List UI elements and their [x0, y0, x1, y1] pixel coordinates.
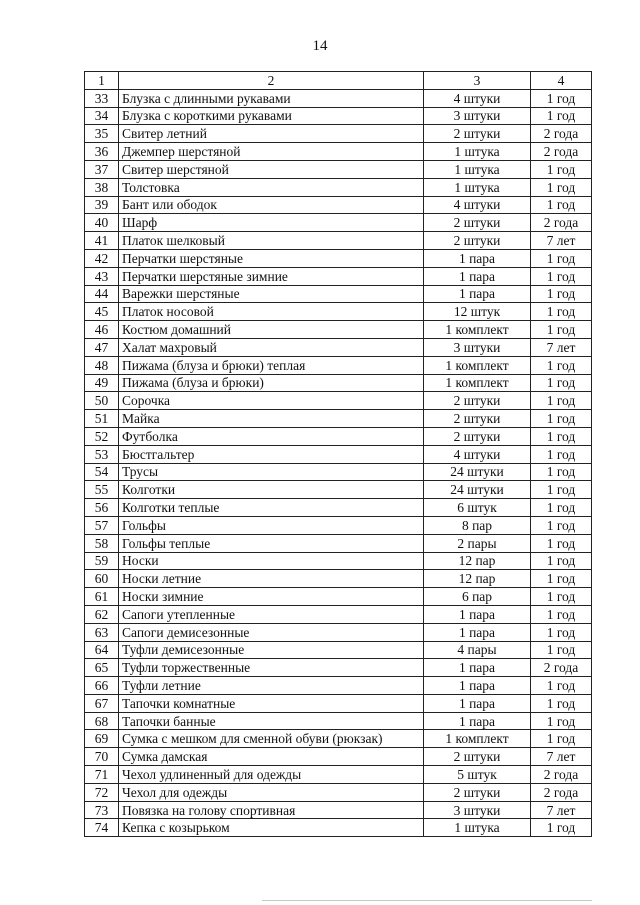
item-quantity: 1 пара [424, 623, 531, 641]
table-row [85, 694, 592, 712]
table-row [85, 730, 592, 748]
item-term: 1 год [531, 605, 592, 623]
item-name: Сапоги демисезонные [119, 623, 424, 641]
item-name: Гольфы теплые [119, 534, 424, 552]
item-quantity: 4 штуки [424, 89, 531, 107]
item-name: Футболка [119, 427, 424, 445]
item-name: Платок носовой [119, 303, 424, 321]
item-quantity: 2 штуки [424, 427, 531, 445]
table-row [85, 766, 592, 784]
table-row [85, 605, 592, 623]
row-number: 37 [85, 160, 119, 178]
item-quantity: 3 штуки [424, 107, 531, 125]
table-row [85, 178, 592, 196]
item-quantity: 1 штука [424, 178, 531, 196]
table-row [85, 374, 592, 392]
item-name: Сумка дамская [119, 748, 424, 766]
row-number: 63 [85, 623, 119, 641]
item-quantity: 2 штуки [424, 783, 531, 801]
item-name: Туфли торжественные [119, 659, 424, 677]
row-number: 53 [85, 445, 119, 463]
table-row [85, 623, 592, 641]
item-term: 1 год [531, 694, 592, 712]
page-number: 14 [312, 38, 328, 54]
item-term: 1 год [531, 819, 592, 837]
row-number: 46 [85, 321, 119, 339]
row-number: 61 [85, 588, 119, 606]
item-name: Свитер летний [119, 125, 424, 143]
table-row [85, 321, 592, 339]
item-name: Тапочки комнатные [119, 694, 424, 712]
item-term: 1 год [531, 463, 592, 481]
item-quantity: 24 штуки [424, 481, 531, 499]
table-row [85, 481, 592, 499]
item-name: Блузка с длинными рукавами [119, 89, 424, 107]
item-term: 1 год [531, 712, 592, 730]
row-number: 55 [85, 481, 119, 499]
item-term: 1 год [531, 677, 592, 695]
item-name: Тапочки банные [119, 712, 424, 730]
item-quantity: 4 штуки [424, 445, 531, 463]
item-name: Перчатки шерстяные зимние [119, 267, 424, 285]
row-number: 41 [85, 232, 119, 250]
item-name: Трусы [119, 463, 424, 481]
table-row [85, 445, 592, 463]
table-row [85, 249, 592, 267]
table-row [85, 570, 592, 588]
row-number: 49 [85, 374, 119, 392]
table-row [85, 89, 592, 107]
item-quantity: 2 штуки [424, 232, 531, 250]
item-term: 1 год [531, 107, 592, 125]
item-quantity: 1 пара [424, 712, 531, 730]
item-name: Сорочка [119, 392, 424, 410]
column-header-item: 2 [119, 72, 424, 90]
row-number: 45 [85, 303, 119, 321]
item-quantity: 2 штуки [424, 392, 531, 410]
item-quantity: 2 штуки [424, 410, 531, 428]
item-quantity: 1 комплект [424, 730, 531, 748]
row-number: 34 [85, 107, 119, 125]
table-row [85, 588, 592, 606]
item-name: Сапоги утепленные [119, 605, 424, 623]
table-row [85, 107, 592, 125]
table-row [85, 267, 592, 285]
item-name: Бюстгальтер [119, 445, 424, 463]
row-number: 51 [85, 410, 119, 428]
item-term: 1 год [531, 534, 592, 552]
row-number: 39 [85, 196, 119, 214]
table-row [85, 160, 592, 178]
item-quantity: 1 штука [424, 819, 531, 837]
item-name: Сумка с мешком для сменной обуви (рюкзак) [119, 730, 424, 748]
table-row [85, 427, 592, 445]
scan-edge-line [262, 900, 592, 901]
item-name: Джемпер шерстяной [119, 143, 424, 161]
row-number: 43 [85, 267, 119, 285]
item-name: Пижама (блуза и брюки) [119, 374, 424, 392]
item-term: 1 год [531, 445, 592, 463]
row-number: 44 [85, 285, 119, 303]
table-row [85, 677, 592, 695]
item-term: 1 год [531, 249, 592, 267]
item-name: Свитер шерстяной [119, 160, 424, 178]
item-term: 1 год [531, 481, 592, 499]
item-quantity: 1 пара [424, 694, 531, 712]
item-term: 1 год [531, 89, 592, 107]
item-term: 7 лет [531, 748, 592, 766]
table-row [85, 499, 592, 517]
row-number: 70 [85, 748, 119, 766]
item-quantity: 2 пары [424, 534, 531, 552]
item-term: 2 года [531, 125, 592, 143]
item-quantity: 1 пара [424, 605, 531, 623]
item-quantity: 1 пара [424, 285, 531, 303]
row-number: 62 [85, 605, 119, 623]
item-name: Кепка с козырьком [119, 819, 424, 837]
item-name: Майка [119, 410, 424, 428]
item-name: Костюм домашний [119, 321, 424, 339]
row-number: 33 [85, 89, 119, 107]
table-row [85, 712, 592, 730]
row-number: 36 [85, 143, 119, 161]
item-term: 1 год [531, 588, 592, 606]
item-quantity: 5 штук [424, 766, 531, 784]
row-number: 56 [85, 499, 119, 517]
table-row [85, 232, 592, 250]
item-term: 1 год [531, 730, 592, 748]
item-name: Чехол для одежды [119, 783, 424, 801]
row-number: 50 [85, 392, 119, 410]
item-term: 1 год [531, 570, 592, 588]
item-term: 1 год [531, 392, 592, 410]
item-name: Бант или ободок [119, 196, 424, 214]
row-number: 64 [85, 641, 119, 659]
table-row [85, 552, 592, 570]
row-number: 69 [85, 730, 119, 748]
item-quantity: 12 пар [424, 570, 531, 588]
item-name: Варежки шерстяные [119, 285, 424, 303]
item-name: Колготки теплые [119, 499, 424, 517]
item-term: 1 год [531, 303, 592, 321]
row-number: 71 [85, 766, 119, 784]
item-quantity: 1 пара [424, 249, 531, 267]
item-term: 1 год [531, 623, 592, 641]
item-quantity: 1 пара [424, 659, 531, 677]
column-header-term: 4 [531, 72, 592, 90]
row-number: 73 [85, 801, 119, 819]
clothing-norms-table [84, 71, 592, 837]
table-row [85, 463, 592, 481]
row-number: 40 [85, 214, 119, 232]
item-term: 1 год [531, 267, 592, 285]
item-quantity: 3 штуки [424, 338, 531, 356]
item-name: Пижама (блуза и брюки) теплая [119, 356, 424, 374]
column-header-quantity: 3 [424, 72, 531, 90]
item-quantity: 3 штуки [424, 801, 531, 819]
item-quantity: 6 штук [424, 499, 531, 517]
row-number: 59 [85, 552, 119, 570]
item-quantity: 1 штука [424, 160, 531, 178]
item-name: Толстовка [119, 178, 424, 196]
item-quantity: 12 штук [424, 303, 531, 321]
row-number: 54 [85, 463, 119, 481]
row-number: 48 [85, 356, 119, 374]
item-term: 1 год [531, 374, 592, 392]
item-quantity: 2 штуки [424, 125, 531, 143]
item-quantity: 8 пар [424, 516, 531, 534]
item-name: Носки летние [119, 570, 424, 588]
item-term: 1 год [531, 196, 592, 214]
item-name: Носки [119, 552, 424, 570]
item-name: Туфли демисезонные [119, 641, 424, 659]
item-term: 1 год [531, 427, 592, 445]
table-row [85, 143, 592, 161]
item-name: Блузка с короткими рукавами [119, 107, 424, 125]
item-quantity: 1 пара [424, 267, 531, 285]
item-quantity: 1 пара [424, 677, 531, 695]
row-number: 74 [85, 819, 119, 837]
column-header-number: 1 [85, 72, 119, 90]
row-number: 58 [85, 534, 119, 552]
item-name: Перчатки шерстяные [119, 249, 424, 267]
item-term: 1 год [531, 641, 592, 659]
table-header-row [85, 72, 592, 90]
item-quantity: 2 штуки [424, 748, 531, 766]
table-row [85, 356, 592, 374]
item-term: 2 года [531, 659, 592, 677]
item-term: 1 год [531, 356, 592, 374]
table-row [85, 303, 592, 321]
item-quantity: 2 штуки [424, 214, 531, 232]
item-quantity: 1 штука [424, 143, 531, 161]
item-name: Повязка на голову спортивная [119, 801, 424, 819]
table-row [85, 641, 592, 659]
item-term: 1 год [531, 516, 592, 534]
table-row [85, 748, 592, 766]
table-row [85, 285, 592, 303]
table-row [85, 659, 592, 677]
item-quantity: 4 штуки [424, 196, 531, 214]
row-number: 68 [85, 712, 119, 730]
item-term: 1 год [531, 410, 592, 428]
table-row [85, 801, 592, 819]
item-quantity: 6 пар [424, 588, 531, 606]
item-quantity: 1 комплект [424, 374, 531, 392]
row-number: 52 [85, 427, 119, 445]
row-number: 57 [85, 516, 119, 534]
table-row [85, 338, 592, 356]
row-number: 67 [85, 694, 119, 712]
item-term: 2 года [531, 143, 592, 161]
table-row [85, 392, 592, 410]
item-name: Колготки [119, 481, 424, 499]
item-name: Чехол удлиненный для одежды [119, 766, 424, 784]
item-term: 2 года [531, 783, 592, 801]
item-term: 7 лет [531, 232, 592, 250]
table-row [85, 783, 592, 801]
table-body [85, 72, 592, 837]
row-number: 35 [85, 125, 119, 143]
item-term: 1 год [531, 499, 592, 517]
item-name: Платок шелковый [119, 232, 424, 250]
item-term: 1 год [531, 321, 592, 339]
item-term: 2 года [531, 766, 592, 784]
item-quantity: 24 штуки [424, 463, 531, 481]
item-quantity: 1 комплект [424, 356, 531, 374]
item-term: 7 лет [531, 338, 592, 356]
item-quantity: 4 пары [424, 641, 531, 659]
row-number: 60 [85, 570, 119, 588]
item-name: Туфли летние [119, 677, 424, 695]
row-number: 66 [85, 677, 119, 695]
table-row [85, 534, 592, 552]
table-row [85, 214, 592, 232]
item-name: Носки зимние [119, 588, 424, 606]
item-term: 1 год [531, 160, 592, 178]
item-name: Шарф [119, 214, 424, 232]
table-row [85, 196, 592, 214]
item-name: Гольфы [119, 516, 424, 534]
table-row [85, 410, 592, 428]
table-row [85, 516, 592, 534]
item-name: Халат махровый [119, 338, 424, 356]
table-row [85, 125, 592, 143]
row-number: 65 [85, 659, 119, 677]
item-quantity: 1 комплект [424, 321, 531, 339]
item-term: 1 год [531, 285, 592, 303]
item-term: 1 год [531, 178, 592, 196]
row-number: 47 [85, 338, 119, 356]
row-number: 38 [85, 178, 119, 196]
row-number: 42 [85, 249, 119, 267]
item-term: 7 лет [531, 801, 592, 819]
item-term: 2 года [531, 214, 592, 232]
table-row [85, 819, 592, 837]
row-number: 72 [85, 783, 119, 801]
item-quantity: 12 пар [424, 552, 531, 570]
item-term: 1 год [531, 552, 592, 570]
